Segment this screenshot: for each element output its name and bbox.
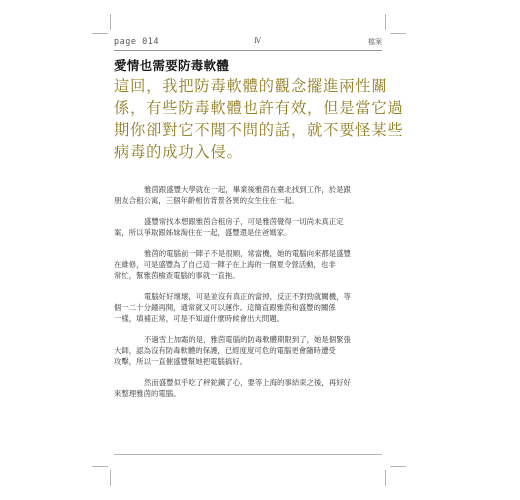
crop-mark: [110, 14, 111, 30]
crop-mark: [390, 466, 406, 467]
crop-mark: [385, 470, 386, 486]
body-paragraph: [114, 216, 382, 238]
body-paragraph: [114, 248, 382, 281]
body-paragraph: [114, 377, 382, 399]
lead-line: 病毒的成功入侵。: [114, 143, 243, 161]
lead-line: 係，有些防毒軟體也許有效，但是當它過: [114, 99, 404, 117]
body-line: 朋友合租公寓，三個年齡相仿背景各異的女生住在一起。: [114, 196, 299, 205]
body-text: [114, 184, 382, 409]
body-line: 雅茵的電腦前一陣子不是很順，常當機，她的電腦向來都是盛豐: [144, 249, 351, 258]
crop-mark: [92, 33, 108, 34]
body-line: 來整理雅茵的電腦。: [114, 389, 181, 398]
body-line: 攻擊，所以一直催盛豐幫她把電腦搞好。: [114, 357, 248, 366]
body-line: 案，所以爭取跟姊妹淘住在一起，盛豐還是住爸媽家。: [114, 228, 292, 237]
crop-mark: [110, 470, 111, 486]
body-line: 雅茵跟盛豐大學就在一起，畢業後雅茵在臺北找到工作，於是跟: [144, 185, 351, 194]
body-line: 電腦好好壞壞，可是並沒有真正的當掉，反正不對勁就關機，等: [144, 292, 351, 301]
body-line: 大師，認為沒有防毒軟體的保護，已經度度可危的電腦更會隨時遭受: [114, 346, 336, 355]
body-line: 一樣，填補正常，可是不知道什麼時候會出大問題。: [114, 314, 284, 323]
section-label: 檔案: [368, 38, 382, 46]
body-paragraph: [114, 291, 382, 324]
footer-rule: [114, 454, 382, 455]
crop-mark: [92, 466, 108, 467]
lead-line: 這回，我把防毒軟體的觀念擺進兩性關: [114, 77, 388, 95]
body-paragraph: [114, 184, 382, 206]
chapter-mark: Ⅳ: [254, 37, 261, 45]
body-line: 盛豐常找本想跟雅茵合租房子，可是雅茵覺得一切尚未真正定: [144, 217, 344, 226]
crop-mark: [385, 14, 386, 30]
body-line: 不過雪上加霜的是，雅茵電腦的防毒軟體期限到了，她是個緊張: [144, 335, 351, 344]
body-line: 常忙，幫雅茵檢查電腦的事就一直拖。: [114, 271, 240, 280]
body-paragraph: [114, 334, 382, 367]
header-rule: [114, 50, 382, 51]
article-title: 愛情也需要防毒軟體: [114, 58, 230, 73]
running-header: [114, 37, 382, 51]
lead-line: 期你卻對它不聞不問的話，就不要怪某些: [114, 121, 404, 139]
body-line: 在維修，可是盛豐為了自己這一陣子在上海的一個夏令營活動，也非: [114, 260, 336, 269]
page-number: page 014: [114, 37, 159, 47]
body-line: 個一二十分鐘再開，通常就又可以運作。這簡直跟雅茵和盛豐的關係: [114, 303, 336, 312]
lead-paragraph: [114, 75, 404, 163]
crop-mark: [390, 33, 406, 34]
body-line: 然而盛豐似乎吃了秤鉈鐵了心，要等上海的事結束之後，再好好: [144, 378, 351, 387]
